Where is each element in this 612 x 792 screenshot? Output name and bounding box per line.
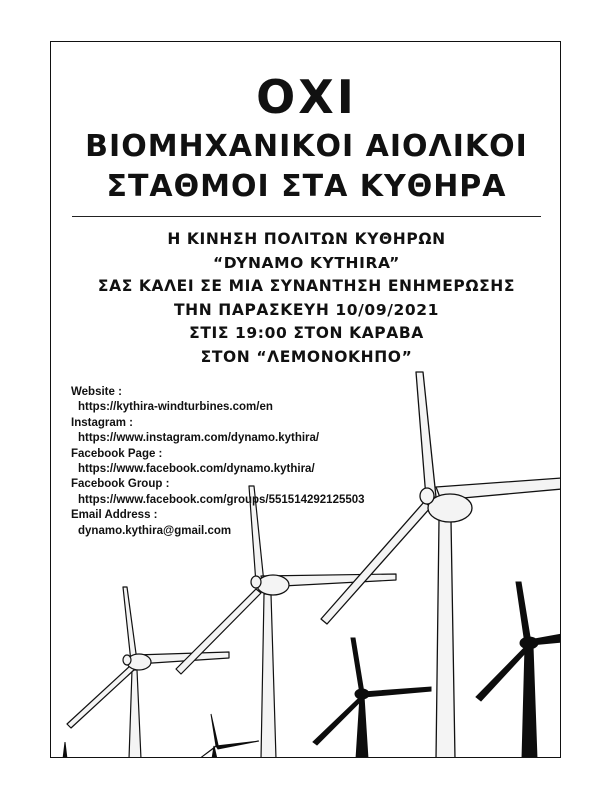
divider [72,216,541,217]
wind-turbine-icon [63,714,259,758]
poster [50,41,561,758]
email-link[interactable]: dynamo.kythira@gmail.com [78,524,232,537]
contact-list [71,385,365,539]
website-link[interactable]: https://kythira-windturbines.com/en [78,401,273,414]
announcement-line: ΣΑΣ ΚΑΛΕΙ ΣΕ ΜΙΑ ΣΥΝΑΝΤΗΣΗ ΕΝΗΜΕΡΩΣΗΣ [97,277,516,295]
announcement-line: ΣΤΙΣ 19:00 ΣΤΟΝ ΚΑΡΑΒΑ [189,324,424,342]
announcement-line: ΤΗΝ ΠΑΡΑΣΚΕΥΗ 10/09/2021 [173,300,440,319]
facebook-page-label: Facebook Page : [71,447,163,460]
email-label: Email Address : [71,509,158,522]
announcement-line: Η ΚΙΝΗΣΗ ΠΟΛΙΤΩΝ ΚΥΘΗΡΩΝ [167,230,446,248]
wind-turbine-icon [313,638,431,758]
announcement-line: “DYNAMO KYTHIRA” [213,253,400,272]
announcement-line: ΣΤΟΝ “ΛΕΜΟΝΟΚΗΠΟ” [200,347,413,366]
website-label: Website : [71,386,122,398]
wind-turbine-icon [476,582,561,758]
poster-title-line-2: ΣΤΑΘΜΟΙ ΣΤΑ ΚΥΘΗΡΑ [106,169,507,204]
instagram-link[interactable]: https://www.instagram.com/dynamo.kythira/ [78,432,320,445]
facebook-group-link[interactable]: https://www.facebook.com/groups/551514292125503 [78,493,365,506]
poster-title-line-1: ΒΙΟΜΗΧΑΝΙΚΟΙ ΑΙΟΛΙΚΟΙ [85,129,528,164]
instagram-label: Instagram : [71,416,133,429]
announcement-block [51,228,561,369]
facebook-group-label: Facebook Group : [71,478,170,491]
poster-title-oxi: ΟΧΙ [256,70,357,124]
wind-turbine-icon [67,587,229,758]
facebook-page-link[interactable]: https://www.facebook.com/dynamo.kythira/ [78,463,315,476]
